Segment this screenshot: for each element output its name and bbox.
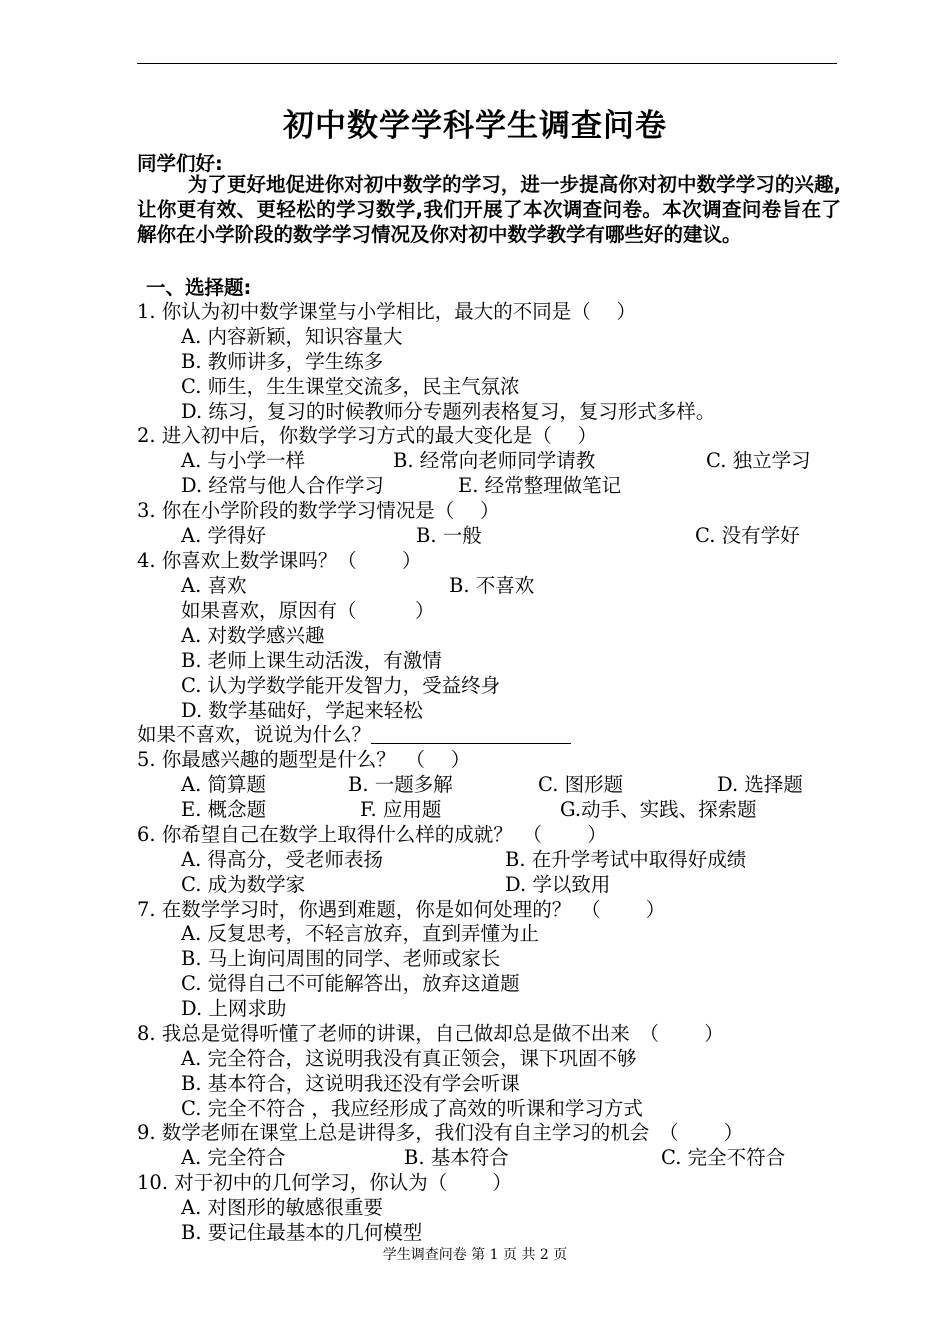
q2-option-b: B. 经常向老师同学请教 bbox=[393, 449, 596, 472]
q8-option-c: C. 完全不符合 ，我应经形成了高效的听课和学习方式 bbox=[181, 1097, 643, 1120]
q2-option-e: E. 经常整理做笔记 bbox=[458, 474, 622, 497]
question-6: 6. 你希望自己在数学上取得什么样的成就？ （ ） bbox=[137, 823, 607, 846]
q9-option-c: C. 完全不符合 bbox=[661, 1146, 786, 1169]
question-5: 5. 你最感兴趣的题型是什么？ （ ） bbox=[137, 748, 471, 771]
q10-option-b: B. 要记住最基本的几何模型 bbox=[181, 1221, 423, 1244]
section-heading: 一、选择题: bbox=[146, 276, 252, 299]
question-3: 3. 你在小学阶段的数学学习情况是（ ） bbox=[137, 499, 500, 522]
q4-why-line bbox=[137, 719, 571, 747]
q7-option-b: B. 马上询问周围的同学、老师或家长 bbox=[181, 947, 501, 970]
q1-option-a: A. 内容新颖，知识容量大 bbox=[181, 325, 403, 348]
q3-option-c: C. 没有学好 bbox=[695, 524, 800, 547]
answer-blank[interactable] bbox=[371, 725, 571, 744]
header-rule bbox=[137, 63, 837, 64]
q3-option-b: B. 一般 bbox=[416, 524, 482, 547]
q5-option-e: E. 概念题 bbox=[181, 798, 267, 821]
question-7: 7. 在数学学习时，你遇到难题，你是如何处理的？ （ ） bbox=[137, 898, 666, 921]
q6-option-d: D. 学以致用 bbox=[505, 873, 611, 896]
q4-option-b: B. 不喜欢 bbox=[449, 574, 535, 597]
q4-sub-option-b: B. 老师上课生动活泼，有激情 bbox=[181, 649, 442, 672]
q3-option-a: A. 学得好 bbox=[181, 524, 266, 547]
q1-option-b: B. 教师讲多，学生练多 bbox=[181, 350, 384, 373]
q6-option-c: C. 成为数学家 bbox=[181, 873, 306, 896]
page-footer: 学生调查问卷 第 1 页 共 2 页 bbox=[382, 1247, 568, 1263]
q9-option-a: A. 完全符合 bbox=[181, 1146, 286, 1169]
q10-option-a: A. 对图形的敏感很重要 bbox=[181, 1196, 383, 1219]
q2-option-d: D. 经常与他人合作学习 bbox=[181, 474, 384, 497]
q5-option-g: G.动手、实践、探索题 bbox=[560, 798, 757, 821]
greeting: 同学们好: bbox=[137, 152, 223, 175]
q4-sub-option-a: A. 对数学感兴趣 bbox=[181, 624, 325, 647]
intro-paragraph: 为了更好地促进你对初中数学的学习，进一步提高你对初中数学学习的兴趣,让你更有效、更轻松的学习数学,我们开展了本次调查问卷。本次调查问卷旨在了解你在小学阶段的数学学习情况及你对初中数学教学有哪些好的建议。 bbox=[137, 173, 841, 246]
question-1: 1. 你认为初中数学课堂与小学相比，最大的不同是（ ） bbox=[137, 300, 637, 323]
q4-option-a: A. 喜欢 bbox=[181, 574, 247, 597]
question-4: 4. 你喜欢上数学课吗？（ ） bbox=[137, 549, 422, 572]
q8-option-a: A. 完全符合，这说明我没有真正领会，课下巩固不够 bbox=[181, 1047, 637, 1070]
q1-option-c: C. 师生，生生课堂交流多，民主气氛浓 bbox=[181, 375, 520, 398]
q4-sub-question: 如果喜欢，原因有（ ） bbox=[181, 599, 435, 622]
q9-option-b: B. 基本符合 bbox=[404, 1146, 509, 1169]
q5-option-c: C. 图形题 bbox=[538, 773, 624, 796]
question-10: 10. 对于初中的几何学习，你认为（ ） bbox=[137, 1171, 512, 1194]
q5-option-f: F. 应用题 bbox=[360, 798, 442, 821]
q7-option-c: C. 觉得自己不可能解答出，放弃这道题 bbox=[181, 972, 520, 995]
page-title: 初中数学学科学生调查问卷 bbox=[283, 108, 667, 144]
q6-option-a: A. 得高分，受老师表扬 bbox=[181, 848, 383, 871]
q8-option-b: B. 基本符合，这说明我还没有学会听课 bbox=[181, 1072, 520, 1095]
q4-sub-option-c: C. 认为学数学能开发智力，受益终身 bbox=[181, 674, 501, 697]
q7-option-a: A. 反复思考，不轻言放弃，直到弄懂为止 bbox=[181, 922, 539, 945]
q4-sub-option-d: D. 数学基础好，学起来轻松 bbox=[181, 699, 423, 722]
q2-option-a: A. 与小学一样 bbox=[181, 449, 305, 472]
q5-option-d: D. 选择题 bbox=[717, 773, 803, 796]
question-9: 9. 数学老师在课堂上总是讲得多，我们没有自主学习的机会 （ ） bbox=[137, 1121, 744, 1144]
q4-why-prompt: 如果不喜欢，说说为什么？ bbox=[137, 723, 372, 746]
q7-option-d: D. 上网求助 bbox=[181, 997, 287, 1020]
q5-option-b: B. 一题多解 bbox=[348, 773, 453, 796]
question-8: 8. 我总是觉得听懂了老师的讲课，自己做却总是做不出来 （ ） bbox=[137, 1022, 724, 1045]
question-2: 2. 进入初中后，你数学学习方式的最大变化是（ ） bbox=[137, 424, 598, 447]
q2-option-c: C. 独立学习 bbox=[706, 449, 811, 472]
q6-option-b: B. 在升学考试中取得好成绩 bbox=[505, 848, 747, 871]
q5-option-a: A. 简算题 bbox=[181, 773, 266, 796]
q1-option-d: D. 练习，复习的时候教师分专题列表格复习，复习形式多样。 bbox=[181, 400, 716, 423]
